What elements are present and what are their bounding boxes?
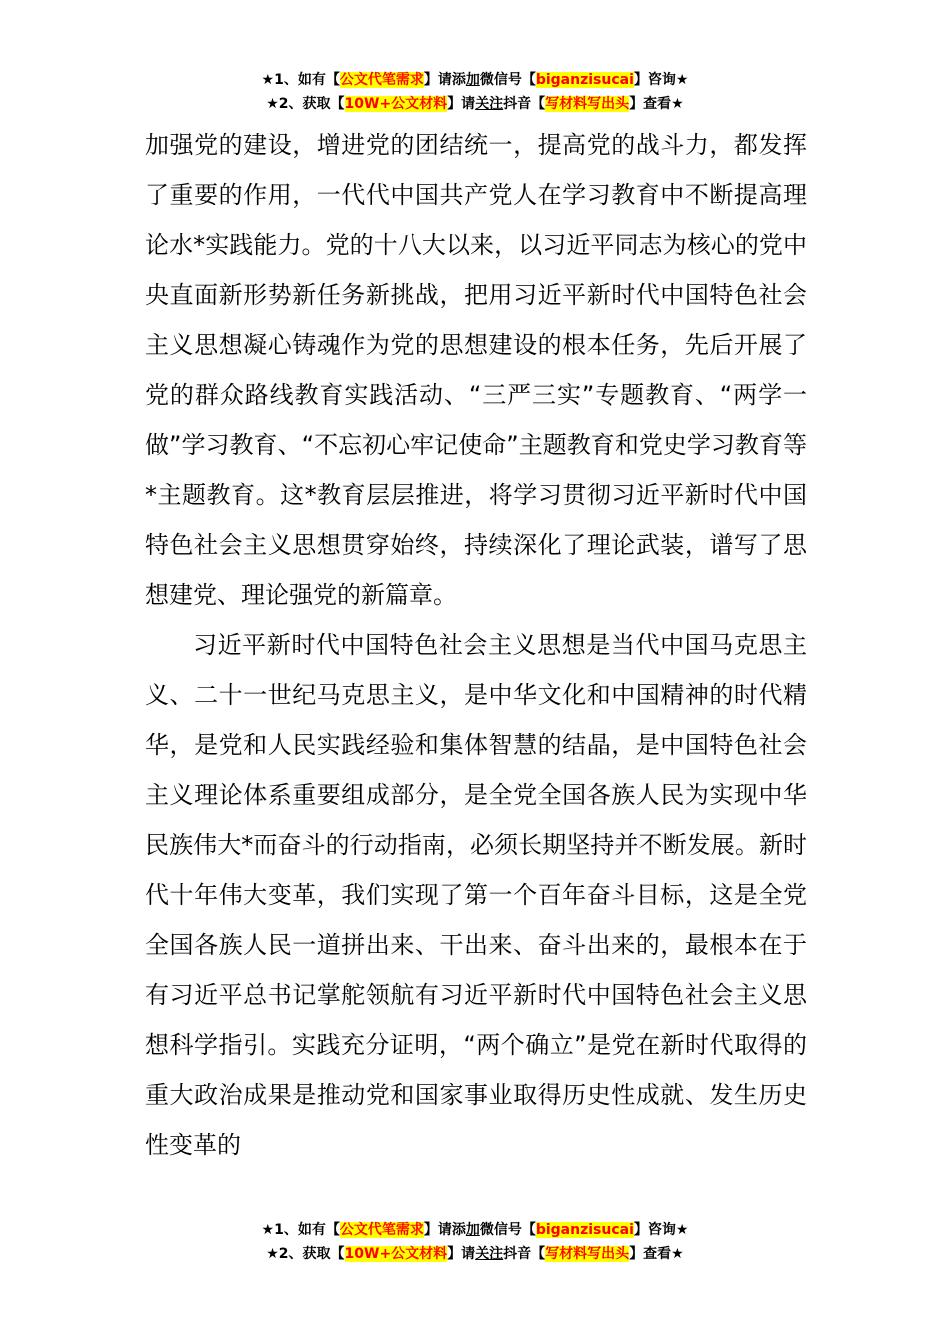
header-banner	[0, 68, 950, 116]
header-line1-mid-1: 】请添	[423, 72, 466, 88]
footer-line1-prefix: ★1、如有【	[261, 1222, 340, 1238]
header-line2-prefix: ★2、获取【	[266, 96, 345, 112]
header-line1-prefix: ★1、如有【	[261, 72, 340, 88]
header-line2-underlined: 关注	[475, 96, 504, 112]
header-line-1	[0, 68, 950, 92]
footer-line2-mid-2: 抖音【	[503, 1246, 546, 1262]
header-line2-mid-1: 】请	[447, 96, 476, 112]
document-body	[145, 120, 807, 1170]
header-line-2	[0, 92, 950, 116]
header-line1-underlined: 加	[465, 72, 480, 88]
footer-line2-mid-1: 】请	[447, 1246, 476, 1262]
paragraph-1: 加强党的建设，增进党的团结统一，提高党的战斗力，都发挥了重要的作用，一代代中国共产党人在学习教育中不断提高理论水*实践能力。党的十八大以来，以习近平同志为核心的党中央直面新形势新任务新挑战，把用习近平新时代中国特色社会主义思想凝心铸魂作为党的思想建设的根本任务，先后开展了党的群众路线教育实践活动、“三严三实”专题教育、“两学一做”学习教育、“不忘初心牢记使命”主题教育和党史学习教育等*主题教育。这*教育层层推进，将学习贯彻习近平新时代中国特色社会主义思想贯穿始终，持续深化了理论武装，谱写了思想建党、理论强党的新篇章。	[145, 131, 807, 609]
header-line2-highlight-2: 写材料写出头	[545, 96, 630, 112]
footer-line-2	[0, 1242, 950, 1266]
header-line1-suffix: 】咨询★	[633, 72, 689, 88]
paragraph-2: 习近平新时代中国特色社会主义思想是当代中国马克思主义、二十一世纪马克思主义，是中华文化和中国精神的时代精华，是党和人民实践经验和集体智慧的结晶，是中国特色社会主义理论体系重要组成部分，是全党全国各族人民为实现中华民族伟大*而奋斗的行动指南，必须长期坚持并不断发展。新时代十年伟大变革，我们实现了第一个百年奋斗目标，这是全党全国各族人民一道拼出来、干出来、奋斗出来的，最根本在于有习近平总书记掌舵领航有习近平新时代中国特色社会主义思想科学指引。实践充分证明，“两个确立”是党在新时代取得的重大政治成果是推动党和国家事业取得历史性成就、发生历史性变革的	[145, 631, 807, 1159]
footer-line1-underlined: 加	[465, 1222, 480, 1238]
footer-banner	[0, 1218, 950, 1266]
header-line2-suffix: 】查看★	[629, 96, 684, 112]
footer-line2-prefix: ★2、获取【	[266, 1246, 345, 1262]
header-line2-mid-2: 抖音【	[503, 96, 546, 112]
footer-line2-highlight-1: 10W+公文材料	[344, 1246, 448, 1262]
header-line2-highlight-1: 10W+公文材料	[344, 96, 448, 112]
footer-line1-highlight-2: biganzisucai	[535, 1222, 634, 1238]
footer-line1-mid-1: 】请添	[423, 1222, 466, 1238]
footer-line1-mid-2: 微信号【	[479, 1222, 536, 1238]
footer-line2-highlight-2: 写材料写出头	[545, 1246, 630, 1262]
footer-line1-suffix: 】咨询★	[633, 1222, 689, 1238]
header-line1-mid-2: 微信号【	[479, 72, 536, 88]
header-line1-highlight-1: 公文代笔需求	[339, 72, 424, 88]
footer-line-1	[0, 1218, 950, 1242]
footer-line1-highlight-1: 公文代笔需求	[339, 1222, 424, 1238]
header-line1-highlight-2: biganzisucai	[535, 72, 634, 88]
footer-line2-suffix: 】查看★	[629, 1246, 684, 1262]
footer-line2-underlined: 关注	[475, 1246, 504, 1262]
